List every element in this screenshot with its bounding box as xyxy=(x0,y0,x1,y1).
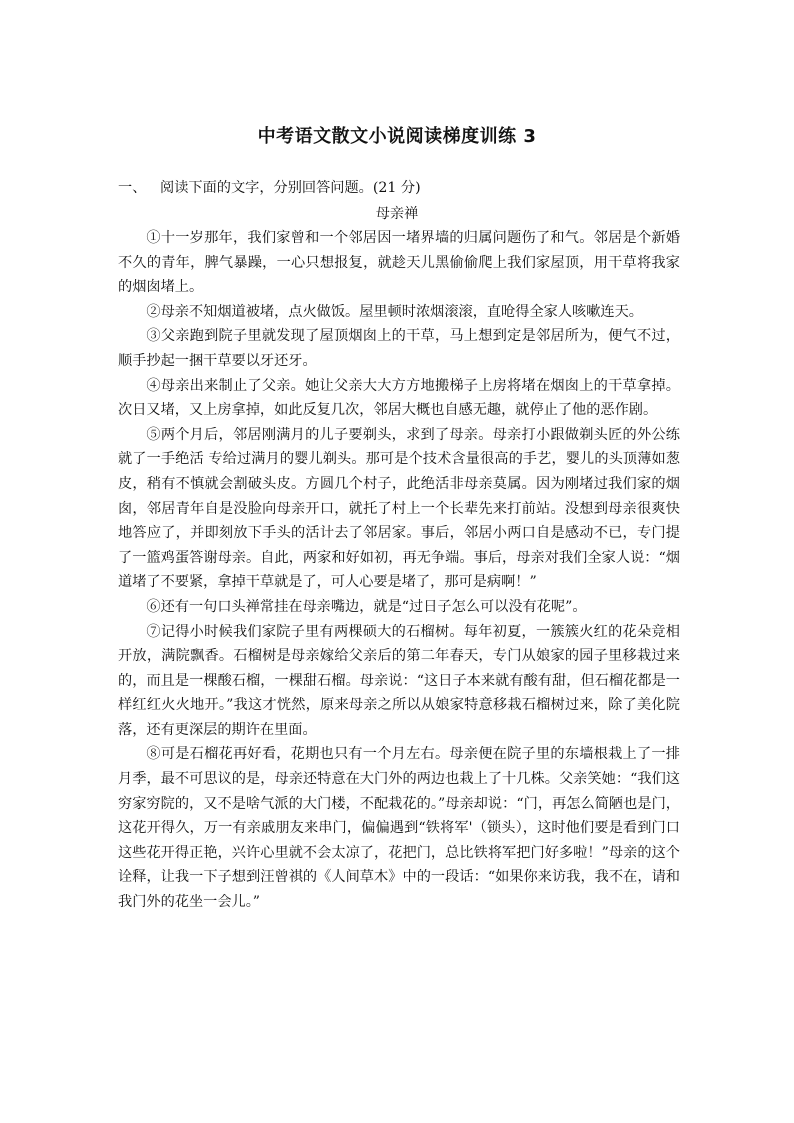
question-heading xyxy=(118,177,421,197)
paragraph-4: ④母亲出来制止了父亲。她让父亲大大方方地搬梯子上房将堵在烟囱上的干草拿掉。次日又堵，又上房拿掉，如此反复几次，邻居大概也自感无趣，就停止了他的恶作剧。 xyxy=(118,377,680,419)
paragraph-1: ①十一岁那年，我们家曾和一个邻居因一堵界墙的归属问题伤了和气。邻居是个新婚不久的青年，脾气暴躁，一心只想报复，就趁天儿黑偷偷爬上我们家屋顶，用干草将我家的烟囱堵上。 xyxy=(118,230,680,296)
paragraph-3: ③父亲跑到院子里就发现了屋顶烟囱上的干草，马上想到定是邻居所为，便气不过，顺手抄起一捆干草要以牙还牙。 xyxy=(118,328,680,369)
paragraph-6: ⑥还有一句口头禅常挂在母亲嘴边，就是“过日子怎么可以没有花呢”。 xyxy=(146,598,587,615)
document-title: 中考语文散文小说阅读梯度训练 3 xyxy=(257,126,537,147)
paragraph-2: ②母亲不知烟道被堵，点火做饭。屋里顿时浓烟滚滚，直呛得全家人咳嗽连天。 xyxy=(146,303,643,320)
paragraph-5: ⑤两个月后，邻居刚满月的儿子要剃头，求到了母亲。母亲打小跟做剃头匠的外公练就了一手绝活 专给过满月的婴儿剃头。那可是个技术含量很高的手艺，婴儿的头顶薄如葱皮，稍有不慎就会割破头皮。方圆几个村子，此绝活非母亲莫属。因为刚堵过我们家的烟囱，邻居青年自是没脸向母亲开口，就托了村上一个长辈先来打前站。没想到母亲很爽快地答应了，并即刻放下手头的活计去了邻居家。事后，邻居小两口自是感动不已，专门提了一篮鸡蛋答谢母亲。自此，两家和好如初，再无争端。事后，母亲对我们全家人说：“烟道堵了不要紧，拿掉干草就是了，可人心要是堵了，那可是病啊！” xyxy=(118,426,680,591)
paragraph-8: ⑧可是石榴花再好看，花期也只有一个月左右。母亲便在院子里的东墙根栽上了一排月季，最不可思议的是，母亲还特意在大门外的两边也栽上了十几株。父亲笑她：“我们这穷家穷院的，又不是啥气派的大门楼，不配栽花的。”母亲却说：“门，再怎么简陋也是门，这花开得久，万一有亲戚朋友来串门，偏偏遇到“铁将军'（锁头），这时他们要是看到门口这些花开得正艳，兴许心里就不会太凉了，花把门，总比铁将军把门好多啦！”母亲的这个诠释，让我一下子想到汪曾祺的《人间草木》中的一段话：“如果你来访我，我不在，请和我门外的花坐一会儿。” xyxy=(118,746,680,911)
essay-body xyxy=(118,226,680,915)
question-instruction: 阅读下面的文字，分别回答问题。(21 分) xyxy=(160,180,421,196)
question-number: 一、 xyxy=(118,180,147,196)
paragraph-7: ⑦记得小时候我们家院子里有两棵硕大的石榴树。每年初夏，一簇簇火红的花朵竞相开放，满院飘香。石榴树是母亲嫁给父亲后的第二年春天，专门从娘家的园子里移栽过来的，而且是一棵酸石榴，一棵甜石榴。母亲说：“这日子本来就有酸有甜，但石榴花都是一样红红火火地开。”我这才恍然，原来母亲之所以从娘家特意移栽石榴树过来，除了美化院落，还有更深层的期许在里面。 xyxy=(118,623,680,738)
essay-title: 母亲禅 xyxy=(375,206,419,222)
